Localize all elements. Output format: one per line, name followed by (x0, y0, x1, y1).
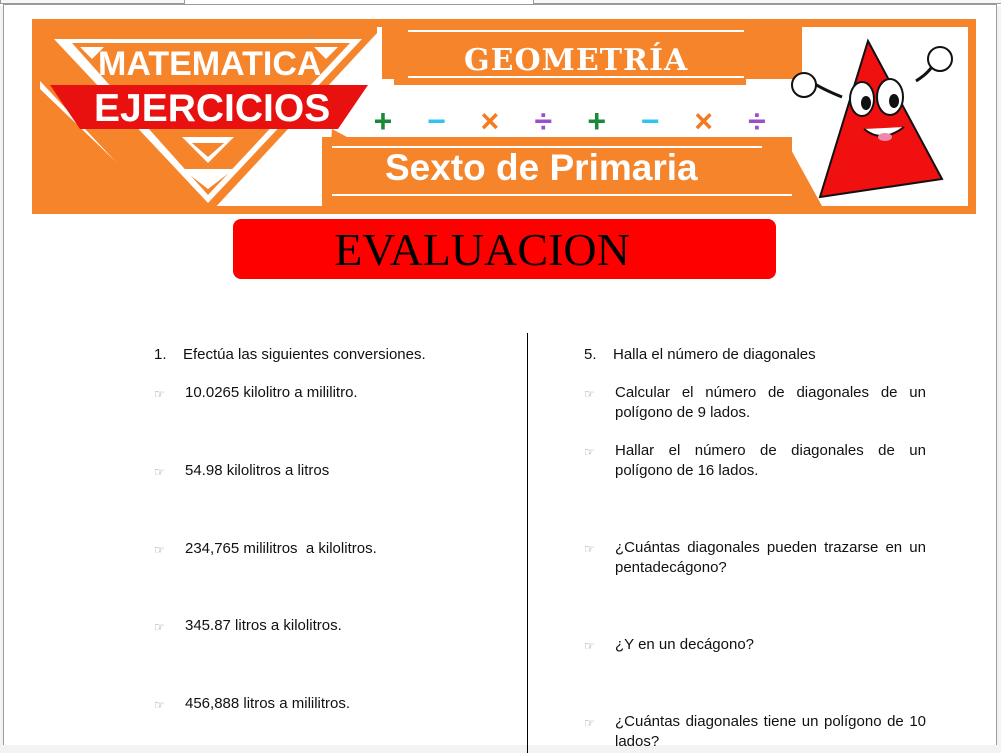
item-text: 345.87 litros a kilolitros. (185, 617, 342, 634)
item-text: ¿Cuántas diagonales pueden trazarse en un pentadecágono? (615, 539, 926, 576)
question-number: 1. (154, 346, 167, 363)
grade-title: Sexto de Primaria (385, 147, 698, 188)
pointing-hand-icon: ☞ (584, 716, 595, 730)
divide-icon: ÷ (534, 102, 553, 139)
question-text: Efectúa las siguientes conversiones. (183, 346, 426, 363)
evaluation-title: EVALUACION (233, 219, 776, 279)
item-text: 456,888 litros a mililitros. (185, 695, 351, 712)
question-text: Halla el número de diagonales (613, 346, 816, 363)
document-page (3, 4, 997, 750)
pointing-hand-icon: ☞ (154, 698, 165, 712)
pointing-hand-icon: ☞ (154, 387, 165, 401)
plus-icon: + (373, 102, 393, 139)
item-text: ¿Y en un decágono? (615, 636, 755, 653)
pointing-hand-icon: ☞ (584, 387, 595, 401)
question-number: 5. (584, 346, 597, 363)
item-text: 54.98 kilolitros a litros (185, 462, 330, 479)
header-banner (32, 19, 976, 214)
pointing-hand-icon: ☞ (584, 542, 595, 556)
item-text: Calcular el número de diagonales de un polígono de 9 lados. (615, 384, 926, 421)
minus-icon: − (640, 102, 660, 139)
pointing-hand-icon: ☞ (154, 543, 165, 557)
brand-line-2: EJERCICIOS (94, 87, 331, 130)
item-text: Hallar el número de diagonales de un polígono de 16 lados. (615, 442, 926, 479)
item-text: 234,765 mililitros a kilolitros. (185, 540, 377, 557)
item-text: 10.0265 kilolitro a mililitro. (185, 384, 358, 401)
pointing-hand-icon: ☞ (154, 465, 165, 479)
times-icon: × (480, 102, 500, 139)
brand-line-1: MATEMATICA (98, 45, 322, 83)
times-icon: × (694, 102, 713, 139)
minus-icon: − (427, 102, 446, 139)
pointing-hand-icon: ☞ (584, 445, 595, 459)
item-text: ¿Cuántas diagonales tiene un polígono de 10 lados? (615, 713, 926, 750)
column-divider (527, 333, 528, 753)
divide-icon: ÷ (748, 102, 766, 139)
topic-title: GEOMETRÍA (464, 43, 689, 78)
question-1-title (154, 345, 426, 365)
plus-icon: + (587, 102, 607, 139)
pointing-hand-icon: ☞ (584, 639, 595, 653)
math-operators-row (365, 103, 775, 139)
pointing-hand-icon: ☞ (154, 620, 165, 634)
question-5-title (584, 345, 816, 365)
